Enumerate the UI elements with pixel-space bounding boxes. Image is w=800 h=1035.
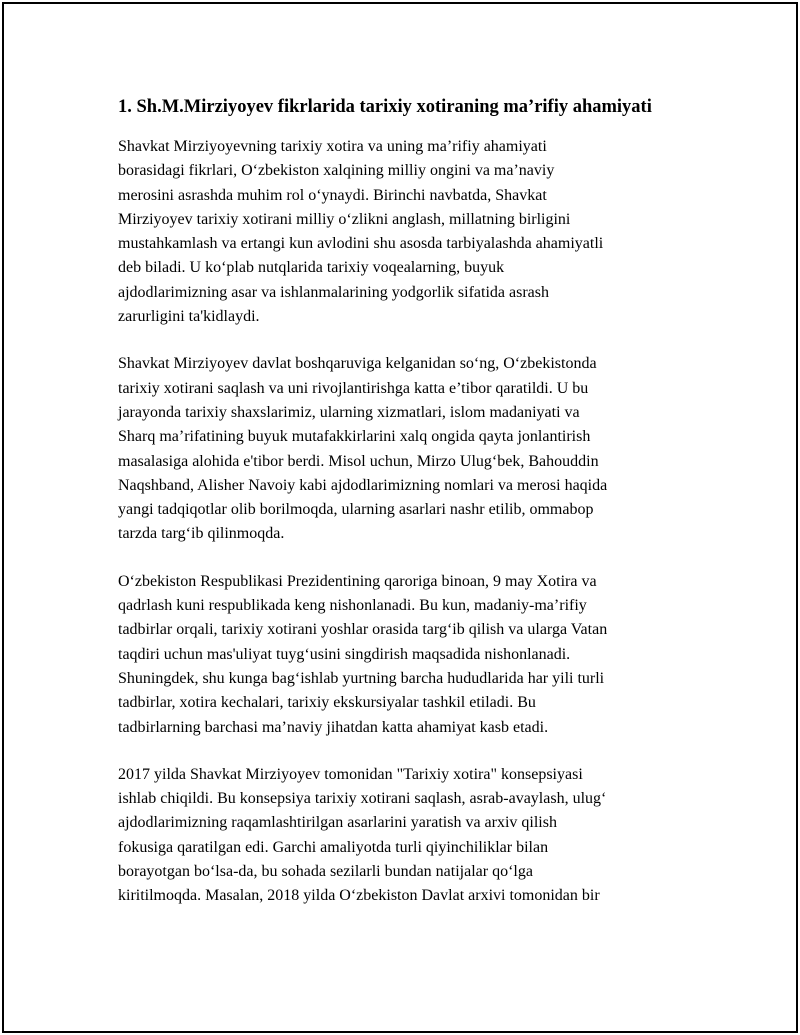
section-heading: 1. Sh.M.Mirziyoyev fikrlarida tarixiy xotiraning ma’rifiy ahamiyati (118, 97, 652, 117)
paragraph-2: Shavkat Mirziyoyev davlat boshqaruviga kelganidan so‘ng, O‘zbekistonda tarixiy xotirani saqlash va uni rivojlantirishga katta e’tibor qaratildi. U bu jarayonda tarixiy shaxslarimiz, ularning xizmatlari, islom madaniyati va Sharq ma’rifatining buyuk mutafakkirlarini xalq ongida qayta jonlantirish masalasiga alohida e'tibor berdi. Misol uchun, Mirzo Ulug‘bek, Bahouddin Naqshband, Alisher Navoiy kabi ajdodlarimizning nomlari va merosi haqida yangi tadqiqotlar olib borilmoqda, ularning asarlari nashr etilib, ommabop tarzda targ‘ib qilinmoqda. (118, 355, 608, 543)
paragraph-1: Shavkat Mirziyoyevning tarixiy xotira va uning ma’rifiy ahamiyati borasidagi fikrlari, O‘zbekiston xalqining milliy ongini va ma’naviy merosini asrashda muhim rol o‘ynaydi. Birinchi navbatda, Shavkat Mirziyoyev tarixiy xotirani milliy o‘zlikni anglash, millatning birligini mustahkamlash va ertangi kun avlodini shu asosda tarbiyalashda ahamiyatli deb biladi. U ko‘plab nutqlarida tarixiy voqealarning, buyuk ajdodlarimizning asar va ishlanmalarining yodgorlik sifatida asrash zarurligini ta'kidlaydi. (118, 138, 604, 326)
paragraph-4: 2017 yilda Shavkat Mirziyoyev tomonidan "Tarixiy xotira" konsepsiyasi ishlab chiqildi. Bu konsepsiya tarixiy xotirani saqlash, asrab-avaylash, ulug‘ ajdodlarimizning raqamlashtirilgan asarlarini yaratish va arxiv qilish fokusiga qaratilgan edi. Garchi amaliyotda turli qiyinchiliklar bilan borayotgan bo‘lsa-da, bu sohada sezilarli bundan natijalar qo‘lga kiritilmoqda. Masalan, 2018 yilda O‘zbekiston Davlat arxivi tomonidan bir (118, 765, 607, 905)
document-body (118, 94, 688, 932)
paragraph-3: O‘zbekiston Respublikasi Prezidentining qaroriga binoan, 9 may Xotira va qadrlash kuni respublikada keng nishonlanadi. Bu kun, madaniy-ma’rifiy tadbirlar orqali, tarixiy xotirani yoshlar orasida targ‘ib qilish va ularga Vatan taqdiri uchun mas'uliyat tuyg‘usini singdirish maqsadida nishonlanadi. Shuningdek, shu kunga bag‘ishlab yurtning barcha hududlarida har yili turli tadbirlar, xotira kechalari, tarixiy ekskursiyalar tashkil etiladi. Bu tadbirlarning barchasi ma’naviy jihatdan katta ahamiyat kasb etadi. (118, 572, 608, 736)
